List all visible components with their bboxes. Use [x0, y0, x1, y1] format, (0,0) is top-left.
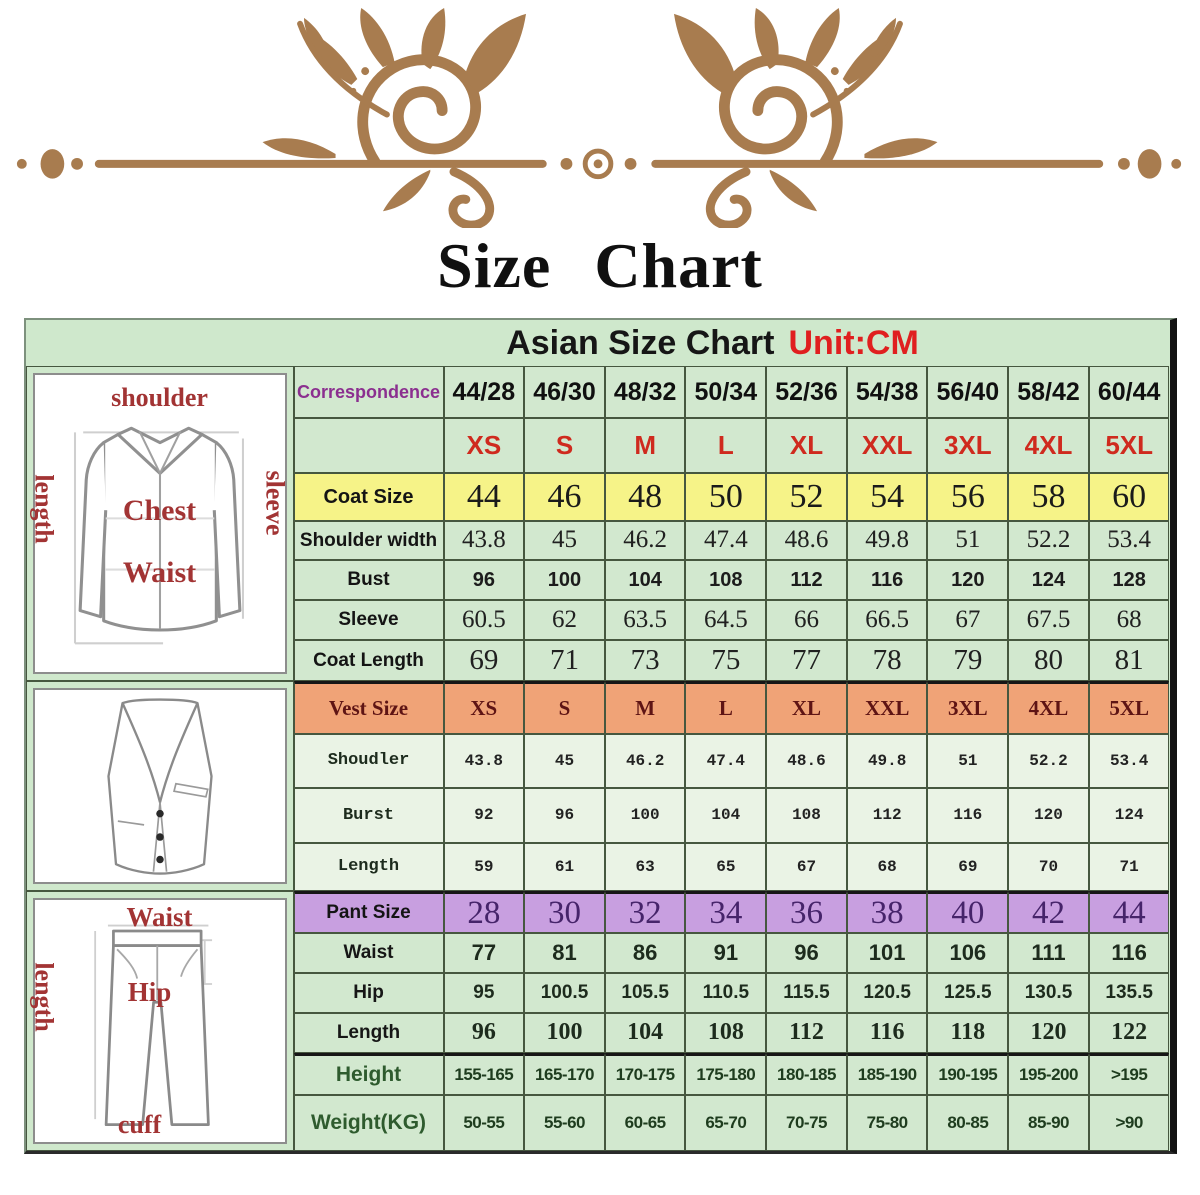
- vest-shoulder-cell-0: 43.8: [444, 734, 525, 788]
- shoulder-width-cell-1: 45: [524, 521, 605, 560]
- waist-cell-0: 77: [444, 933, 525, 973]
- hip-cell-0: 95: [444, 973, 525, 1013]
- height-cell-6: 190-195: [927, 1053, 1008, 1095]
- bust-cell-6: 120: [927, 560, 1008, 600]
- shoulder-width-cell-5: 49.8: [847, 521, 928, 560]
- coat-length-cell-1: 71: [524, 640, 605, 681]
- sleeve-cell-4: 66: [766, 600, 847, 640]
- pant-size-cell-2: 32: [605, 891, 686, 933]
- coat-length-cell-3: 75: [685, 640, 766, 681]
- size-chart-table: [24, 318, 1177, 1154]
- hip-cell-5: 120.5: [847, 973, 928, 1013]
- vest-shoulder-cell-3: 47.4: [685, 734, 766, 788]
- subtitle-band: [141, 320, 1200, 366]
- vest-shoulder-cell-4: 48.6: [766, 734, 847, 788]
- vest-size-cell-3: L: [685, 681, 766, 734]
- coat-size-cell-2: 48: [605, 473, 686, 521]
- pants-waist-label: Waist: [126, 902, 193, 932]
- waist-cell-8: 116: [1089, 933, 1170, 973]
- vest-bust-cell-3: 104: [685, 788, 766, 843]
- sleeve-cell-6: 67: [927, 600, 1008, 640]
- jacket-sleeve-label: sleeve: [260, 470, 290, 536]
- bust-cell-2: 104: [605, 560, 686, 600]
- vest-size-cell-2: M: [605, 681, 686, 734]
- shoulder-width-cell-8: 53.4: [1089, 521, 1170, 560]
- coat-length-cell-5: 78: [847, 640, 928, 681]
- vest-bust-cell-4: 108: [766, 788, 847, 843]
- jacket-length-label: length: [29, 474, 59, 544]
- unit-label: Unit:CM: [788, 323, 919, 362]
- row-label-vest-length: Length: [294, 843, 444, 891]
- pant-length-cell-6: 118: [927, 1013, 1008, 1053]
- jacket-chest-label: Chest: [122, 493, 197, 527]
- coat-size-cell-0: 44: [444, 473, 525, 521]
- pant-length-cell-1: 100: [524, 1013, 605, 1053]
- weight-cell-8: >90: [1089, 1095, 1170, 1151]
- vest-shoulder-cell-2: 46.2: [605, 734, 686, 788]
- row-label-correspondence: Correspondence: [294, 366, 444, 418]
- size-grid: [26, 366, 1170, 1151]
- sizes-cell-3: L: [685, 418, 766, 473]
- height-cell-0: 155-165: [444, 1053, 525, 1095]
- waist-cell-2: 86: [605, 933, 686, 973]
- pant-length-cell-5: 116: [847, 1013, 928, 1053]
- correspondence-cell-8: 60/44: [1089, 366, 1170, 418]
- pant-length-cell-8: 122: [1089, 1013, 1170, 1053]
- correspondence-cell-7: 58/42: [1008, 366, 1089, 418]
- shoulder-width-cell-4: 48.6: [766, 521, 847, 560]
- hip-cell-2: 105.5: [605, 973, 686, 1013]
- vest-shoulder-cell-1: 45: [524, 734, 605, 788]
- row-label-vest-size: Vest Size: [294, 681, 444, 734]
- weight-cell-7: 85-90: [1008, 1095, 1089, 1151]
- sleeve-cell-1: 62: [524, 600, 605, 640]
- vest-diagram: [33, 688, 287, 884]
- sizes-cell-7: 4XL: [1008, 418, 1089, 473]
- row-label-sleeve: Sleeve: [294, 600, 444, 640]
- sizes-cell-4: XL: [766, 418, 847, 473]
- vest-shoulder-cell-5: 49.8: [847, 734, 928, 788]
- pant-length-cell-0: 96: [444, 1013, 525, 1053]
- pant-size-cell-6: 40: [927, 891, 1008, 933]
- vest-length-cell-4: 67: [766, 843, 847, 891]
- row-label-weight: Weight(KG): [294, 1095, 444, 1151]
- bust-cell-1: 100: [524, 560, 605, 600]
- coat-size-cell-6: 56: [927, 473, 1008, 521]
- pant-length-cell-4: 112: [766, 1013, 847, 1053]
- coat-size-cell-1: 46: [524, 473, 605, 521]
- shoulder-width-cell-2: 46.2: [605, 521, 686, 560]
- pant-size-cell-3: 34: [685, 891, 766, 933]
- vest-size-cell-1: S: [524, 681, 605, 734]
- sleeve-cell-5: 66.5: [847, 600, 928, 640]
- weight-cell-0: 50-55: [444, 1095, 525, 1151]
- vest-length-cell-2: 63: [605, 843, 686, 891]
- coat-length-cell-8: 81: [1089, 640, 1170, 681]
- weight-cell-5: 75-80: [847, 1095, 928, 1151]
- shoulder-width-cell-7: 52.2: [1008, 521, 1089, 560]
- height-cell-7: 195-200: [1008, 1053, 1089, 1095]
- sizes-cell-6: 3XL: [927, 418, 1008, 473]
- coat-size-cell-5: 54: [847, 473, 928, 521]
- vest-diagram-cell: [26, 681, 294, 891]
- row-label-hip: Hip: [294, 973, 444, 1013]
- vest-size-cell-5: XXL: [847, 681, 928, 734]
- subtitle-text: Asian Size Chart: [506, 323, 775, 362]
- waist-cell-1: 81: [524, 933, 605, 973]
- height-cell-8: >195: [1089, 1053, 1170, 1095]
- pants-diagram: [29, 898, 287, 1144]
- coat-size-cell-7: 58: [1008, 473, 1089, 521]
- vest-length-cell-6: 69: [927, 843, 1008, 891]
- hip-cell-3: 110.5: [685, 973, 766, 1013]
- coat-length-cell-7: 80: [1008, 640, 1089, 681]
- row-label-pant-size: Pant Size: [294, 891, 444, 933]
- weight-cell-1: 55-60: [524, 1095, 605, 1151]
- vest-shoulder-cell-7: 52.2: [1008, 734, 1089, 788]
- vest-bust-cell-6: 116: [927, 788, 1008, 843]
- sleeve-cell-2: 63.5: [605, 600, 686, 640]
- pant-size-cell-7: 42: [1008, 891, 1089, 933]
- vest-size-cell-0: XS: [444, 681, 525, 734]
- row-label-vest-shoulder: Shoudler: [294, 734, 444, 788]
- row-label-vest-bust: Burst: [294, 788, 444, 843]
- hip-cell-8: 135.5: [1089, 973, 1170, 1013]
- vest-bust-cell-0: 92: [444, 788, 525, 843]
- hip-cell-7: 130.5: [1008, 973, 1089, 1013]
- coat-size-cell-4: 52: [766, 473, 847, 521]
- correspondence-cell-2: 48/32: [605, 366, 686, 418]
- pant-length-cell-3: 108: [685, 1013, 766, 1053]
- sizes-cell-8: 5XL: [1089, 418, 1170, 473]
- bust-cell-3: 108: [685, 560, 766, 600]
- height-cell-1: 165-170: [524, 1053, 605, 1095]
- sleeve-cell-0: 60.5: [444, 600, 525, 640]
- waist-cell-6: 106: [927, 933, 1008, 973]
- pants-hip-label: Hip: [127, 977, 172, 1008]
- jacket-diagram-cell: [26, 366, 294, 681]
- correspondence-cell-0: 44/28: [444, 366, 525, 418]
- vest-bust-cell-7: 120: [1008, 788, 1089, 843]
- bust-cell-0: 96: [444, 560, 525, 600]
- correspondence-cell-6: 56/40: [927, 366, 1008, 418]
- weight-cell-6: 80-85: [927, 1095, 1008, 1151]
- pant-size-cell-0: 28: [444, 891, 525, 933]
- shoulder-width-cell-3: 47.4: [685, 521, 766, 560]
- row-label-height: Height: [294, 1053, 444, 1095]
- coat-size-cell-8: 60: [1089, 473, 1170, 521]
- pants-diagram-cell: [26, 891, 294, 1151]
- vest-bust-cell-2: 100: [605, 788, 686, 843]
- coat-size-cell-3: 50: [685, 473, 766, 521]
- waist-cell-4: 96: [766, 933, 847, 973]
- jacket-waist-label: Waist: [122, 556, 197, 590]
- waist-cell-7: 111: [1008, 933, 1089, 973]
- vest-shoulder-cell-8: 53.4: [1089, 734, 1170, 788]
- row-label-pant-length: Length: [294, 1013, 444, 1053]
- row-label-waist: Waist: [294, 933, 444, 973]
- jacket-diagram: [29, 373, 290, 674]
- correspondence-cell-3: 50/34: [685, 366, 766, 418]
- sleeve-cell-8: 68: [1089, 600, 1170, 640]
- vest-bust-cell-1: 96: [524, 788, 605, 843]
- row-label-bust: Bust: [294, 560, 444, 600]
- sizes-cell-5: XXL: [847, 418, 928, 473]
- vest-length-cell-3: 65: [685, 843, 766, 891]
- vest-bust-cell-5: 112: [847, 788, 928, 843]
- row-label-sizes: [294, 418, 444, 473]
- hip-cell-4: 115.5: [766, 973, 847, 1013]
- height-cell-2: 170-175: [605, 1053, 686, 1095]
- correspondence-cell-5: 54/38: [847, 366, 928, 418]
- correspondence-cell-1: 46/30: [524, 366, 605, 418]
- pant-size-cell-1: 30: [524, 891, 605, 933]
- vest-bust-cell-8: 124: [1089, 788, 1170, 843]
- height-cell-4: 180-185: [766, 1053, 847, 1095]
- pant-size-cell-4: 36: [766, 891, 847, 933]
- coat-length-cell-0: 69: [444, 640, 525, 681]
- bust-cell-5: 116: [847, 560, 928, 600]
- sizes-cell-0: XS: [444, 418, 525, 473]
- vest-icon: [35, 690, 285, 882]
- weight-cell-3: 65-70: [685, 1095, 766, 1151]
- pants-cuff-label: cuff: [117, 1110, 162, 1139]
- height-cell-3: 175-180: [685, 1053, 766, 1095]
- pant-length-cell-7: 120: [1008, 1013, 1089, 1053]
- sizes-cell-2: M: [605, 418, 686, 473]
- vest-length-cell-5: 68: [847, 843, 928, 891]
- pants-length-label: length: [29, 962, 59, 1032]
- shoulder-width-cell-6: 51: [927, 521, 1008, 560]
- sizes-cell-1: S: [524, 418, 605, 473]
- vest-length-cell-0: 59: [444, 843, 525, 891]
- coat-length-cell-2: 73: [605, 640, 686, 681]
- vest-size-cell-7: 4XL: [1008, 681, 1089, 734]
- vest-size-cell-8: 5XL: [1089, 681, 1170, 734]
- page-title: Size Chart: [437, 230, 763, 301]
- coat-length-cell-4: 77: [766, 640, 847, 681]
- pant-size-cell-8: 44: [1089, 891, 1170, 933]
- waist-cell-5: 101: [847, 933, 928, 973]
- weight-cell-2: 60-65: [605, 1095, 686, 1151]
- vest-shoulder-cell-6: 51: [927, 734, 1008, 788]
- correspondence-cell-4: 52/36: [766, 366, 847, 418]
- bust-cell-8: 128: [1089, 560, 1170, 600]
- hip-cell-1: 100.5: [524, 973, 605, 1013]
- height-cell-5: 185-190: [847, 1053, 928, 1095]
- pant-length-cell-2: 104: [605, 1013, 686, 1053]
- hip-cell-6: 125.5: [927, 973, 1008, 1013]
- row-label-shoulder-width: Shoulder width: [294, 521, 444, 560]
- vest-length-cell-7: 70: [1008, 843, 1089, 891]
- weight-cell-4: 70-75: [766, 1095, 847, 1151]
- sleeve-cell-3: 64.5: [685, 600, 766, 640]
- vest-length-cell-1: 61: [524, 843, 605, 891]
- flourish-divider-ornament: [0, 6, 1200, 228]
- sleeve-cell-7: 67.5: [1008, 600, 1089, 640]
- jacket-shoulder-label: shoulder: [111, 383, 208, 412]
- bust-cell-4: 112: [766, 560, 847, 600]
- vest-size-cell-4: XL: [766, 681, 847, 734]
- pants-icon: [35, 900, 285, 1142]
- vest-size-cell-6: 3XL: [927, 681, 1008, 734]
- pant-size-cell-5: 38: [847, 891, 928, 933]
- row-label-coat-length: Coat Length: [294, 640, 444, 681]
- row-label-coat-size: Coat Size: [294, 473, 444, 521]
- vest-length-cell-8: 71: [1089, 843, 1170, 891]
- waist-cell-3: 91: [685, 933, 766, 973]
- bust-cell-7: 124: [1008, 560, 1089, 600]
- shoulder-width-cell-0: 43.8: [444, 521, 525, 560]
- coat-length-cell-6: 79: [927, 640, 1008, 681]
